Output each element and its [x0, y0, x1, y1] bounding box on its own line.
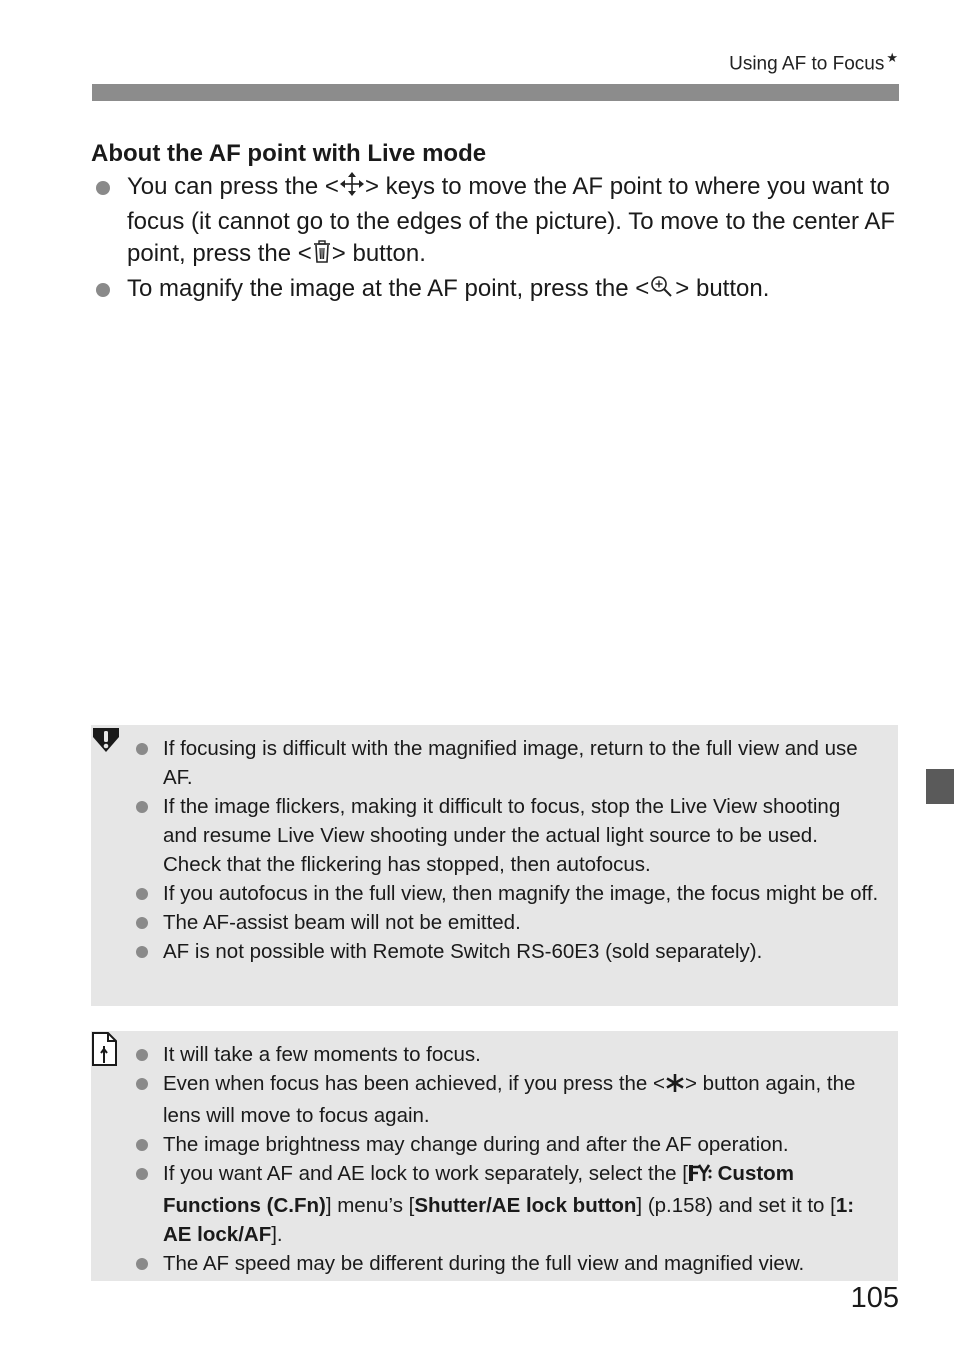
- caution-item-text: If you autofocus in the full view, then magnify the image, the focus might be off.: [163, 882, 879, 905]
- caution-list: [135, 734, 880, 966]
- note-item-text: The image brightness may change during and after the AF operation.: [163, 1133, 789, 1156]
- bullet-icon: [96, 283, 110, 297]
- caution-item-text: If the image flickers, making it difficult to focus, stop the Live View shooting and resume Live View shooting under the actual light source to be used. Check that the flickering has stopped, then autofocus.: [163, 795, 841, 876]
- setting-name-text: Shutter/AE lock button: [414, 1194, 637, 1217]
- list-item: [135, 734, 880, 792]
- note-list: [135, 1040, 880, 1278]
- item-text: > button.: [331, 240, 426, 267]
- item-text: To magnify the image at the AF point, press the <: [127, 275, 650, 302]
- bullet-icon: [136, 946, 148, 958]
- cross-keys-icon: [339, 171, 365, 206]
- menu-name-text: Custom Functions (C.Fn): [163, 1162, 794, 1217]
- bullet-icon: [136, 743, 148, 755]
- caution-item-text: The AF-assist beam will not be emitted.: [163, 911, 521, 934]
- note-item-text: If you want AF and AE lock to work separately, select the [: [163, 1162, 688, 1185]
- note-icon: [91, 1031, 121, 1072]
- list-item: [135, 792, 880, 879]
- list-item: [135, 1130, 880, 1159]
- list-item: [135, 908, 880, 937]
- main-bullet-list: [96, 171, 896, 308]
- header-bar: [92, 84, 899, 101]
- list-item: [135, 1069, 880, 1130]
- item-text: > keys to move the AF point to where you want to focus (it cannot go to the edges of the picture). To move to the center AF point, press the <: [127, 173, 895, 267]
- note-item-text: Even when focus has been achieved, if you press the <: [163, 1072, 665, 1095]
- bullet-icon: [96, 181, 110, 195]
- bullet-icon: [136, 1078, 148, 1090]
- list-item: [96, 273, 896, 308]
- magnify-icon: [649, 275, 675, 308]
- list-item: [135, 1249, 880, 1278]
- trash-icon: [312, 239, 332, 273]
- bullet-icon: [136, 1139, 148, 1151]
- caution-item-text: If focusing is difficult with the magnified image, return to the full view and use AF.: [163, 737, 858, 789]
- running-head: [729, 50, 898, 75]
- custom-functions-icon: [688, 1162, 712, 1191]
- caution-item-text: AF is not possible with Remote Switch RS-60E3 (sold separately).: [163, 940, 763, 963]
- note-item-text: > button again, the lens will move to focus again.: [163, 1072, 856, 1127]
- page-number: 105: [850, 1282, 899, 1314]
- bullet-icon: [136, 1258, 148, 1270]
- note-item-text: ].: [271, 1223, 283, 1246]
- bullet-icon: [136, 888, 148, 900]
- list-item: [135, 1159, 880, 1249]
- note-item-text: The AF speed may be different during the full view and magnified view.: [163, 1252, 805, 1275]
- ae-lock-star-icon: [665, 1072, 685, 1101]
- list-item: [135, 937, 880, 966]
- note-box: [91, 1031, 898, 1281]
- list-item: [96, 171, 896, 273]
- bullet-icon: [136, 1168, 148, 1180]
- chapter-tab: [926, 769, 954, 804]
- bullet-icon: [136, 1049, 148, 1061]
- caution-icon: [91, 725, 121, 760]
- item-text: > button.: [675, 275, 770, 302]
- bullet-icon: [136, 801, 148, 813]
- bullet-icon: [136, 917, 148, 929]
- setting-value-text: 1: AE lock/AF: [163, 1194, 855, 1246]
- caution-box: [91, 725, 898, 1006]
- note-item-text: It will take a few moments to focus.: [163, 1043, 481, 1066]
- list-item: [135, 1040, 880, 1069]
- note-item-text: ] (p.158) and set it to [: [636, 1194, 836, 1217]
- list-item: [135, 879, 880, 908]
- item-text: You can press the <: [127, 173, 339, 200]
- note-item-text: ] menu’s [: [325, 1194, 415, 1217]
- running-title: Using AF to Focus: [729, 53, 885, 75]
- section-title: About the AF point with Live mode: [91, 140, 487, 167]
- star-mark: ★: [886, 50, 898, 65]
